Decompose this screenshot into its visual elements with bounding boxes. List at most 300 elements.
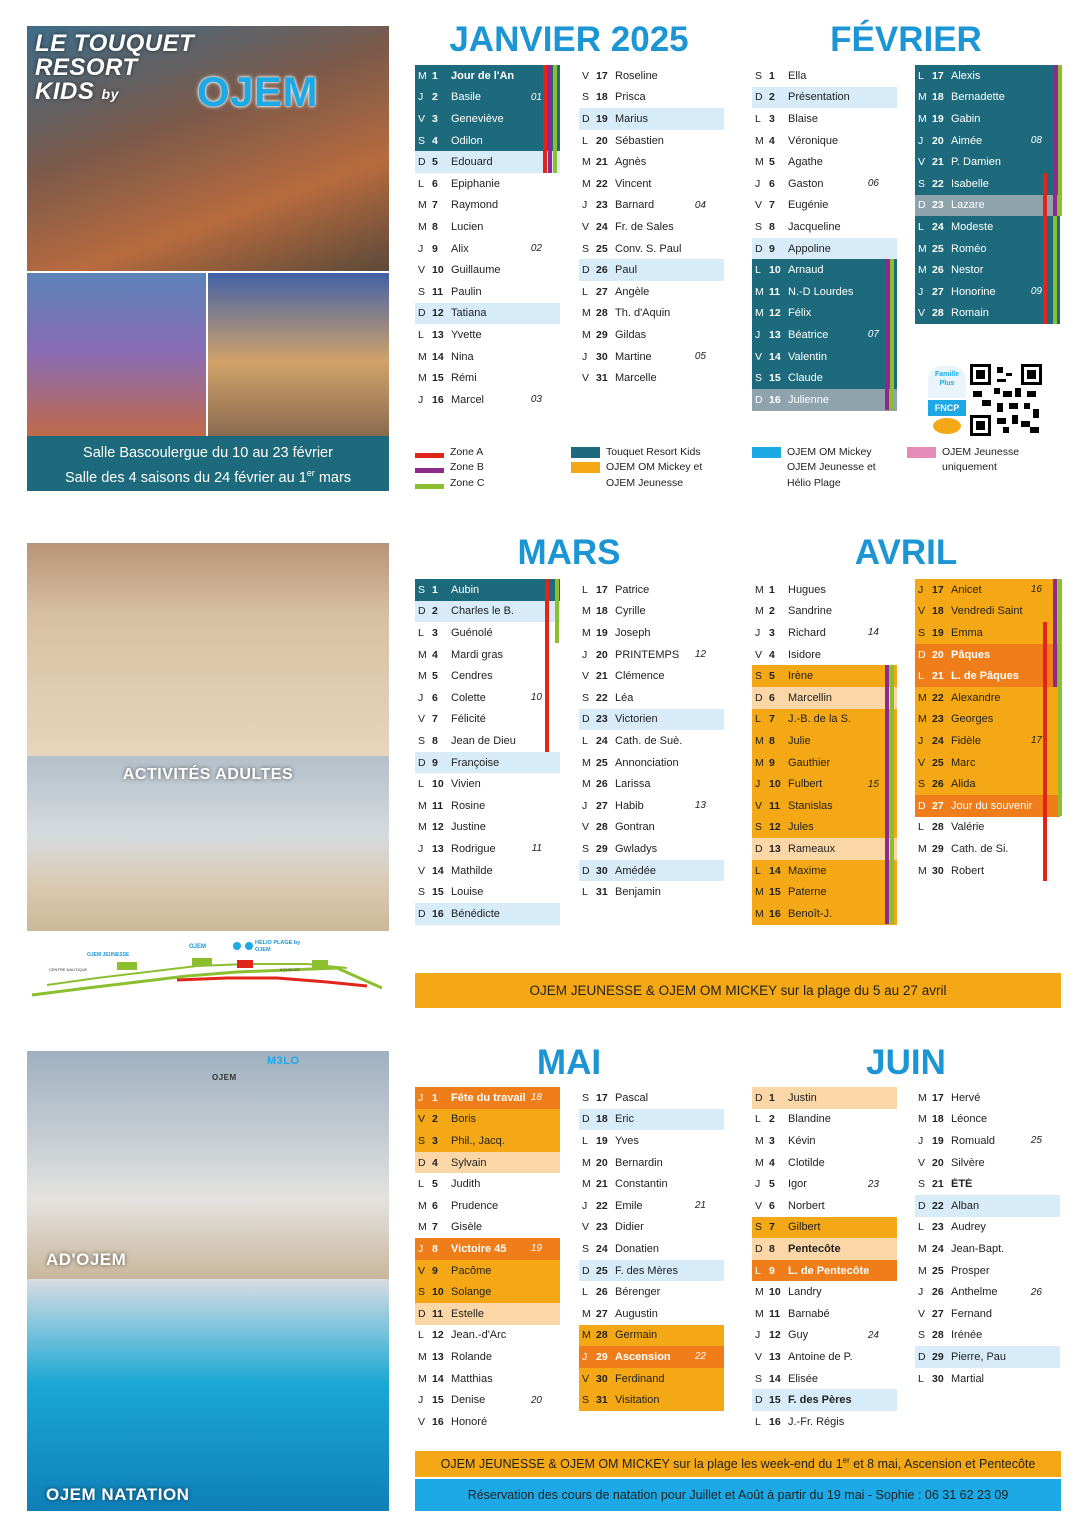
day-row [415,173,560,195]
month-title-mai: MAI [536,1043,602,1082]
saint-name: Vincent [615,177,652,190]
weekday-letter: V [418,1415,426,1428]
zone-c-bar [555,579,559,643]
qr-code-icon [970,364,1042,436]
weekday-letter: J [918,1286,924,1299]
weekday-letter: D [918,1350,926,1363]
day-number: 26 [596,778,608,791]
day-number: 28 [932,821,944,834]
day-row [415,1346,560,1368]
day-number: 4 [769,648,775,661]
saint-name: L. de Pâques [951,670,1019,683]
day-row [415,1195,560,1217]
day-row [415,1087,560,1109]
weekday-letter: M [418,648,427,661]
day-number: 16 [432,393,444,406]
weekday-letter: J [755,626,761,639]
day-row [915,1087,1060,1109]
day-row [915,259,1060,281]
day-number: 5 [432,156,438,169]
weekday-letter: J [582,1199,588,1212]
week-number: 22 [694,1351,706,1363]
month-title-juin: JUIN [866,1043,946,1082]
weekday-letter: V [582,372,590,385]
saint-name: Ascension [615,1350,671,1363]
day-row [415,1109,560,1131]
saint-name: Aubin [451,583,480,596]
saint-name: Pascal [615,1091,649,1104]
day-row [415,1152,560,1174]
day-number: 10 [769,1286,781,1299]
saint-name: Eric [615,1113,634,1126]
saint-name: Béatrice [788,328,829,341]
weekday-letter: L [418,626,424,639]
saint-name: Ella [788,69,807,82]
qr-code[interactable] [970,364,1042,436]
day-number: 21 [596,670,608,683]
day-row [415,1325,560,1347]
day-row [579,752,724,774]
weekday-letter: J [918,583,924,596]
weekday-letter: D [755,1242,763,1255]
saint-name: Barnabé [788,1307,830,1320]
day-number: 2 [432,91,438,104]
weekday-letter: S [918,778,926,791]
day-number: 23 [932,1221,944,1234]
zone-b-bar [548,65,552,173]
weekday-letter: L [755,713,761,726]
weekday-letter: D [582,1113,590,1126]
weekday-letter: M [918,264,927,277]
day-row [415,151,560,173]
day-number: 10 [769,264,781,277]
weekday-letter: M [418,1221,427,1234]
day-row [752,644,897,666]
day-row [579,687,724,709]
day-row [415,303,560,325]
saint-name: Rolande [451,1350,492,1363]
saint-name: Boris [451,1113,477,1126]
saint-name: Julie [788,734,811,747]
legend-cyan-3: Hélio Plage [787,477,841,489]
day-number: 15 [432,1394,444,1407]
day-row [752,709,897,731]
saint-name: Germain [615,1329,658,1342]
day-row [579,130,724,152]
day-number: 1 [432,69,438,82]
saint-name: Augustin [615,1307,658,1320]
weekday-letter: D [755,91,763,104]
day-row [752,1389,897,1411]
day-number: 5 [769,670,775,683]
saint-name: Pacôme [451,1264,492,1277]
day-number: 26 [596,264,608,277]
swatch-pink [907,447,936,458]
day-number: 21 [596,156,608,169]
day-row [415,65,560,87]
weekday-letter: V [582,69,590,82]
day-row [579,773,724,795]
day-row [415,259,560,281]
day-number: 1 [432,583,438,596]
saint-name: Patrice [615,583,650,596]
day-row [752,1152,897,1174]
weekday-letter: J [418,842,424,855]
saint-name: Cath. de Suè. [615,734,683,747]
weekday-letter: M [755,605,764,618]
weekday-letter: J [755,328,761,341]
weekday-letter: M [418,670,427,683]
zone-c-bar [1058,65,1062,216]
saint-name: Fulbert [788,778,823,791]
day-row [915,238,1060,260]
day-number: 17 [596,1091,608,1104]
weekday-letter: V [918,756,926,769]
saint-name: Conv. S. Paul [615,242,682,255]
saint-name: Cath. de Si. [951,842,1009,855]
label-adult-activities: ACTIVITÉS ADULTES [122,766,294,783]
day-number: 24 [932,734,944,747]
weekday-letter: S [418,734,426,747]
day-row [752,1281,897,1303]
weekday-letter: S [582,691,590,704]
weekday-letter: D [582,864,590,877]
day-number: 18 [932,605,944,618]
day-row [415,324,560,346]
weekday-letter: D [918,799,926,812]
saint-name: Georges [951,713,994,726]
weekday-letter: V [918,605,926,618]
day-number: 13 [769,1350,781,1363]
day-row [579,795,724,817]
zone-a-bar [543,65,547,173]
day-row [752,1109,897,1131]
day-number: 9 [432,242,438,255]
weekday-letter: M [755,1286,764,1299]
weekday-letter: L [755,264,761,277]
week-number: 24 [867,1329,879,1341]
week-number: 16 [1030,584,1042,596]
day-row [579,817,724,839]
day-row [415,367,560,389]
day-number: 11 [432,1307,444,1320]
saint-name: Gaston [788,177,824,190]
saint-name: Gauthier [788,756,831,769]
weekday-letter: J [918,134,924,147]
day-row [415,622,560,644]
saint-name: Modeste [951,220,994,233]
day-row [752,730,897,752]
day-row [915,1260,1060,1282]
weekday-letter: D [755,842,763,855]
day-number: 22 [596,177,608,190]
day-number: 29 [932,842,944,855]
day-number: 20 [932,1156,944,1169]
day-number: 17 [932,583,944,596]
day-number: 19 [932,1134,944,1147]
weekday-letter: M [755,756,764,769]
saint-name: Odilon [451,134,483,147]
day-row [415,238,560,260]
day-row [752,367,897,389]
weekday-letter: D [582,112,590,125]
weekday-letter: M [918,91,927,104]
weekday-letter: M [755,1134,764,1147]
day-row [415,87,560,109]
weekday-letter: L [755,1113,761,1126]
day-row [415,730,560,752]
legend-pink-1: OJEM Jeunesse [942,446,1020,458]
photo-swimming [27,1279,389,1511]
day-row [579,579,724,601]
legend-teal: Touquet Resort Kids [606,446,701,458]
day-row [579,644,724,666]
saint-name: Prudence [451,1199,499,1212]
saint-name: Sandrine [788,605,833,618]
day-row [415,687,560,709]
weekday-letter: V [918,1156,926,1169]
saint-name: Emile [615,1199,643,1212]
day-row [915,730,1060,752]
zone-a-bar [1043,173,1047,324]
day-number: 9 [769,242,775,255]
swatch-zone-c [415,484,444,489]
day-row [415,1389,560,1411]
day-number: 20 [932,648,944,661]
day-row [415,881,560,903]
day-number: 2 [769,605,775,618]
weekday-letter: L [582,285,588,298]
day-number: 14 [769,1372,781,1385]
weekday-letter: L [755,1264,761,1277]
day-number: 2 [769,1113,775,1126]
saint-name: Larissa [615,778,651,791]
day-number: 29 [596,328,608,341]
saint-name: Donatien [615,1242,660,1255]
saint-name: Constantin [615,1178,668,1191]
day-number: 18 [932,91,944,104]
weekday-letter: M [755,583,764,596]
day-number: 25 [596,756,608,769]
day-number: 24 [932,1242,944,1255]
day-number: 4 [769,134,775,147]
beach-map [27,940,389,1010]
week-number: 06 [867,178,879,190]
weekday-letter: M [755,907,764,920]
day-row [752,195,897,217]
calendar-jan-col2 [579,65,724,389]
weekday-letter: J [582,199,588,212]
weekday-letter: D [582,264,590,277]
zone-a-bar [545,579,549,752]
saint-name: Véronique [788,134,839,147]
day-row [915,579,1060,601]
weekday-letter: L [582,1134,588,1147]
legend-zone-a: Zone A [450,446,484,458]
day-row [752,238,897,260]
day-row [752,151,897,173]
calendar-apr-col1 [752,579,897,925]
day-row [752,687,897,709]
day-number: 28 [596,307,608,320]
saint-name: Sébastien [615,134,664,147]
zone-a-bar [1043,622,1047,881]
weekday-letter: V [418,864,426,877]
saint-name: Louise [451,886,484,899]
day-number: 5 [432,1178,438,1191]
weekday-letter: M [755,1307,764,1320]
saint-name: Pâques [951,648,991,661]
weekday-letter: S [582,1394,590,1407]
day-row [915,601,1060,623]
day-row [915,1109,1060,1131]
day-number: 16 [432,907,444,920]
weekday-letter: J [418,91,424,104]
day-row [752,130,897,152]
day-number: 6 [769,1199,775,1212]
weekday-letter: D [418,1307,426,1320]
calendar-apr-col2 [915,579,1060,881]
saint-name: Basile [451,91,481,104]
saint-name: Igor [788,1178,807,1191]
weekday-letter: J [918,1134,924,1147]
weekday-letter: M [755,886,764,899]
day-row [915,665,1060,687]
week-number: 14 [867,627,879,639]
weekday-letter: V [418,1264,426,1277]
day-number: 15 [769,1394,781,1407]
weekday-letter: M [418,220,427,233]
saint-name: Anicet [951,583,982,596]
day-number: 16 [769,907,781,920]
day-row [915,65,1060,87]
day-row [579,324,724,346]
day-row [415,1368,560,1390]
day-number: 10 [769,778,781,791]
day-row [915,1173,1060,1195]
day-number: 2 [432,1113,438,1126]
weekday-letter: L [582,886,588,899]
day-row [579,1281,724,1303]
week-number: 01 [530,91,542,103]
day-number: 4 [432,648,438,661]
day-row [415,795,560,817]
day-number: 9 [769,756,775,769]
day-row [579,601,724,623]
saint-name: Mathilde [451,864,493,877]
day-number: 22 [932,691,944,704]
day-number: 14 [769,864,781,877]
day-number: 28 [596,1329,608,1342]
day-row [415,1260,560,1282]
day-number: 21 [932,670,944,683]
day-row [915,773,1060,795]
saint-name: Hervé [951,1091,981,1104]
day-row [915,1152,1060,1174]
day-number: 13 [769,328,781,341]
zone-b-bar [885,259,889,410]
day-row [579,259,724,281]
day-number: 18 [932,1113,944,1126]
saint-name: Jean de Dieu [451,734,516,747]
map-label-jeunesse: OJEM JEUNESSE [87,952,130,958]
day-number: 8 [432,1242,438,1255]
weekday-letter: J [582,799,588,812]
weekday-letter: L [918,670,924,683]
week-number: 10 [530,692,542,704]
venue-caption [27,436,389,491]
day-number: 10 [432,264,444,277]
day-row [415,773,560,795]
weekday-letter: D [418,307,426,320]
day-row [579,346,724,368]
day-row [415,346,560,368]
day-row [579,1303,724,1325]
day-row [752,579,897,601]
legend-pink-2: uniquement [942,461,997,473]
weekday-letter: J [418,1242,424,1255]
weekday-letter: V [755,799,763,812]
week-number: 09 [1030,286,1042,298]
saint-name: Gabin [951,112,981,125]
week-number: 05 [694,351,706,363]
weekday-letter: M [582,1307,591,1320]
weekday-letter: V [755,648,763,661]
weekday-letter: M [582,156,591,169]
saint-name: Epiphanie [451,177,500,190]
saint-name: Alexis [951,69,981,82]
day-number: 3 [432,112,438,125]
logo-line1: LE TOUQUET [35,30,195,57]
day-number: 4 [769,1156,775,1169]
weekday-letter: L [755,864,761,877]
legend-cyan-1: OJEM OM Mickey [787,446,872,458]
day-row [415,1217,560,1239]
weekday-letter: M [918,112,927,125]
saint-name: Isabelle [951,177,989,190]
famille-plus-badge [928,366,966,434]
weekday-letter: L [582,1286,588,1299]
saint-name: Alban [951,1199,980,1212]
saint-name: Martine [615,350,652,363]
day-number: 6 [432,177,438,190]
saint-name: Romuald [951,1134,996,1147]
weekday-letter: S [418,285,426,298]
saint-name: Denise [451,1394,486,1407]
weekday-letter: V [755,1199,763,1212]
day-number: 3 [432,626,438,639]
saint-name: Justin [788,1091,817,1104]
saint-name: Barnard [615,199,655,212]
day-number: 16 [769,393,781,406]
week-number: 07 [867,329,879,341]
weekday-letter: M [582,778,591,791]
day-row [915,1195,1060,1217]
zone-c-bar [890,259,894,410]
day-number: 13 [432,1350,444,1363]
saint-name: Hugues [788,583,826,596]
saint-name: Guy [788,1329,809,1342]
saint-name: Estelle [451,1307,485,1320]
day-number: 18 [596,91,608,104]
weekday-letter: D [418,1156,426,1169]
day-row [915,817,1060,839]
day-row [579,1195,724,1217]
saint-name: J.-B. de la S. [788,713,851,726]
saint-name: Fr. de Sales [615,220,674,233]
day-row [915,687,1060,709]
day-number: 8 [769,1242,775,1255]
